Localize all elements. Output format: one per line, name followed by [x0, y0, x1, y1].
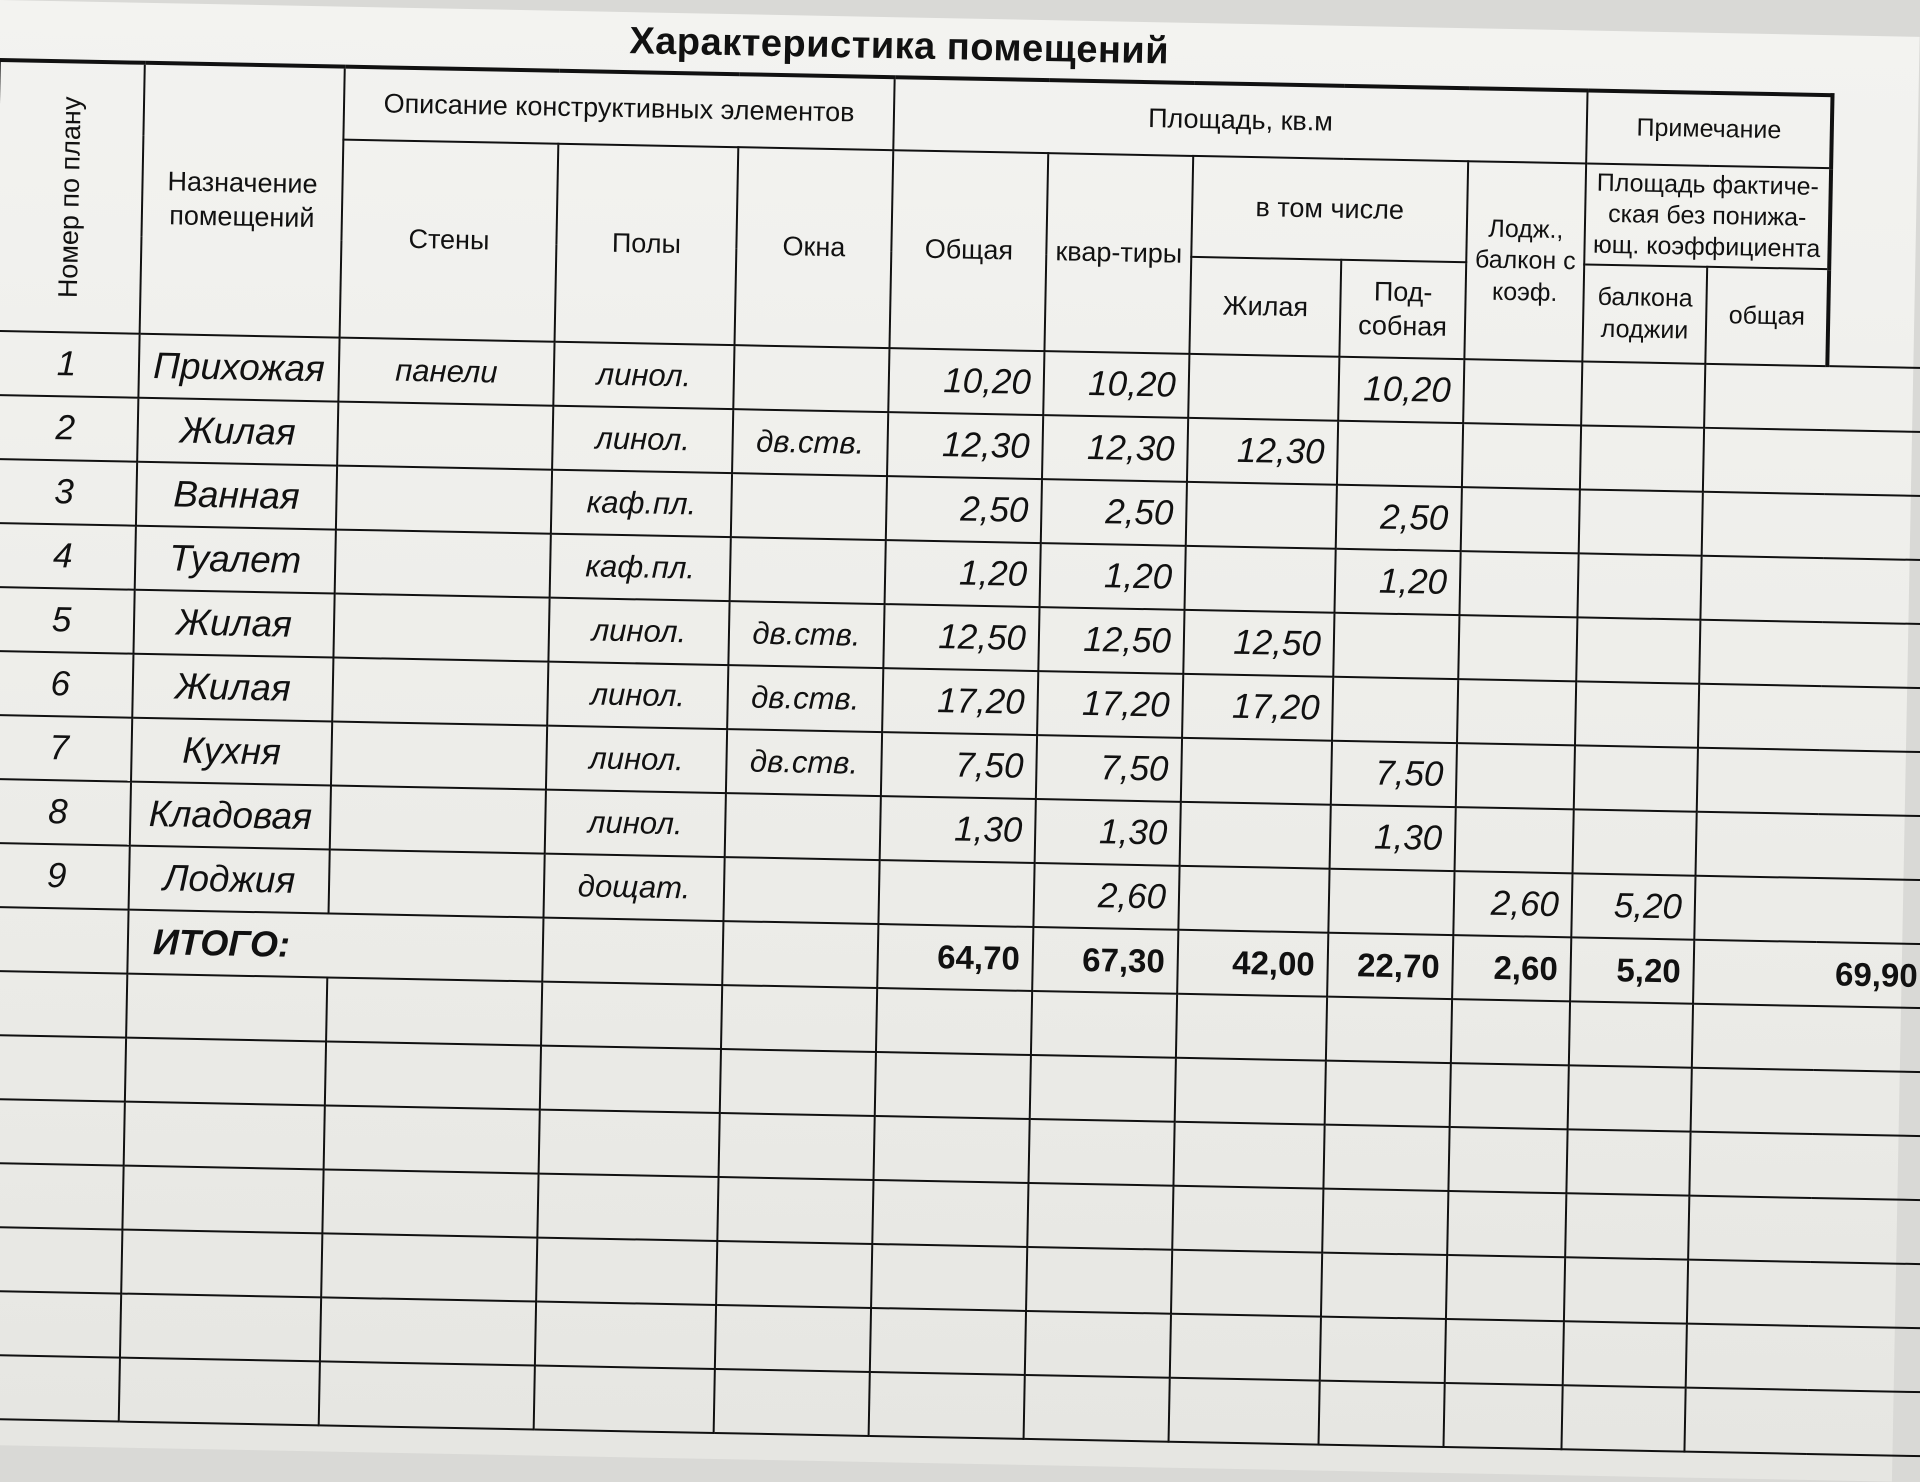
- header-balcony-loggia: балкона лоджии: [1582, 264, 1707, 363]
- empty-cell: [1444, 1383, 1563, 1449]
- header-walls: Стены: [340, 140, 559, 342]
- empty-cell: [326, 977, 542, 1045]
- row-balcony: 5,20: [1571, 873, 1695, 939]
- empty-cell: [535, 1302, 716, 1369]
- row-floor: линол.: [548, 598, 729, 665]
- empty-cell: [1319, 1381, 1445, 1447]
- empty-cell: [320, 1297, 536, 1365]
- row-loggia: [1456, 743, 1575, 809]
- row-window: [723, 857, 879, 924]
- row-floor: линол.: [553, 342, 734, 409]
- empty-cell: [714, 1369, 870, 1436]
- row-auxiliary: [1337, 421, 1463, 487]
- empty-cell: [540, 1046, 721, 1113]
- row-general: [1698, 684, 1920, 753]
- empty-cell: [1686, 1324, 1920, 1393]
- empty-cell: [325, 1041, 541, 1109]
- empty-cell: [1024, 1375, 1170, 1442]
- total-living: 42,00: [1177, 930, 1328, 997]
- empty-cell: [1322, 1189, 1448, 1255]
- empty-cell: [1562, 1385, 1686, 1451]
- row-balcony: [1574, 745, 1698, 811]
- empty-cell: [1169, 1378, 1320, 1445]
- header-actual-area: Площадь фактиче-ская без понижа-ющ. коэффициента: [1584, 163, 1831, 269]
- empty-cell: [1687, 1260, 1920, 1329]
- empty-cell: [1569, 1001, 1693, 1067]
- row-room: Туалет: [135, 526, 336, 594]
- row-auxiliary: [1333, 613, 1459, 679]
- empty-cell: [0, 1291, 121, 1358]
- empty-cell: [122, 1166, 323, 1234]
- row-room: Жилая: [132, 654, 333, 722]
- empty-cell: [1689, 1132, 1920, 1201]
- row-walls: [330, 785, 546, 853]
- empty-cell: [0, 1355, 120, 1422]
- empty-cell: [322, 1169, 538, 1237]
- row-total: [878, 860, 1034, 927]
- empty-cell: [717, 1177, 873, 1244]
- row-window: [730, 537, 886, 604]
- row-loggia: [1459, 551, 1578, 617]
- row-apartment: 2,50: [1041, 479, 1187, 546]
- row-floor: каф.пл.: [551, 470, 732, 537]
- empty-cell: [1692, 1004, 1920, 1073]
- row-loggia: [1463, 359, 1582, 425]
- row-living: [1180, 802, 1331, 869]
- empty-cell: [1029, 1119, 1175, 1186]
- empty-cell: [1175, 1058, 1326, 1125]
- header-auxiliary: Под-собная: [1339, 260, 1466, 359]
- empty-cell: [0, 1099, 125, 1166]
- header-including: в том числе: [1191, 156, 1468, 262]
- row-living: [1178, 866, 1329, 933]
- empty-cell: [1323, 1125, 1449, 1191]
- empty-cell: [536, 1238, 717, 1305]
- header-loggia-coef: Лодж., балкон с коэф.: [1464, 161, 1586, 361]
- empty-cell: [1451, 999, 1570, 1065]
- row-index: 3: [0, 459, 137, 526]
- total-general: 69,90: [1693, 940, 1920, 1009]
- header-note: Примечание: [1586, 90, 1832, 168]
- row-room: Жилая: [133, 590, 334, 658]
- row-index: 4: [0, 523, 136, 590]
- total-floor: [542, 918, 723, 985]
- row-apartment: 10,20: [1043, 351, 1189, 418]
- empty-cell: [1566, 1129, 1690, 1195]
- row-living: 12,30: [1187, 418, 1338, 485]
- data-rows: [0, 331, 1920, 944]
- row-balcony: [1581, 361, 1705, 427]
- row-total: 17,20: [882, 668, 1038, 735]
- row-index: 9: [0, 843, 130, 910]
- header-construction: Описание конструктивных элементов: [343, 67, 894, 151]
- empty-cell: [870, 1308, 1026, 1375]
- empty-cell: [324, 1105, 540, 1173]
- empty-cell: [0, 1227, 122, 1294]
- row-general: [1703, 428, 1920, 497]
- header-plan-number: Номер по плану: [0, 60, 145, 334]
- row-general: [1696, 812, 1920, 881]
- empty-cell: [1325, 1061, 1451, 1127]
- row-total: 2,50: [886, 476, 1042, 543]
- rooms-table: [0, 58, 1920, 1457]
- empty-cell: [1170, 1314, 1321, 1381]
- row-apartment: 1,20: [1040, 543, 1186, 610]
- row-auxiliary: 1,20: [1335, 549, 1461, 615]
- row-general: [1694, 876, 1920, 945]
- header-living: Жилая: [1189, 257, 1341, 357]
- row-total: 12,50: [883, 604, 1039, 671]
- empty-cell: [1563, 1321, 1687, 1387]
- row-floor: линол.: [546, 726, 727, 793]
- row-auxiliary: [1332, 677, 1458, 743]
- empty-cell: [871, 1244, 1027, 1311]
- empty-cell: [0, 1163, 124, 1230]
- document-title: Характеристика помещений: [629, 20, 1170, 73]
- row-loggia: [1461, 487, 1580, 553]
- empty-cell: [319, 1361, 535, 1429]
- row-room: Жилая: [137, 398, 338, 466]
- empty-cell: [1688, 1196, 1920, 1265]
- total-index: [0, 907, 129, 974]
- empty-cell: [0, 1035, 126, 1102]
- total-label: ИТОГО:: [127, 910, 543, 982]
- empty-cell: [1565, 1193, 1689, 1259]
- row-apartment: 2,60: [1033, 863, 1179, 930]
- empty-cell: [1025, 1311, 1171, 1378]
- row-general: [1700, 556, 1920, 625]
- empty-cell: [721, 985, 877, 1052]
- empty-rows: [0, 971, 1920, 1456]
- row-balcony: [1580, 425, 1704, 491]
- empty-cell: [719, 1113, 875, 1180]
- row-index: 1: [0, 331, 140, 398]
- row-room: Кухня: [131, 718, 332, 786]
- empty-cell: [1320, 1317, 1446, 1383]
- row-walls: [329, 849, 545, 917]
- row-loggia: [1458, 615, 1577, 681]
- row-general: [1697, 748, 1920, 817]
- row-general: [1699, 620, 1920, 689]
- header-apartment: квар-тиры: [1044, 153, 1193, 354]
- header-area: Площадь, кв.м: [893, 77, 1587, 163]
- row-apartment: 1,30: [1035, 799, 1181, 866]
- empty-cell: [1172, 1186, 1323, 1253]
- empty-cell: [125, 1038, 326, 1106]
- empty-cell: [1447, 1191, 1566, 1257]
- empty-cell: [872, 1180, 1028, 1247]
- empty-cell: [1027, 1183, 1173, 1250]
- row-balcony: [1575, 681, 1699, 747]
- row-room: Кладовая: [130, 782, 331, 850]
- total-balcony: 5,20: [1570, 937, 1694, 1003]
- total-apartment: 67,30: [1032, 927, 1178, 994]
- row-walls: [336, 466, 552, 534]
- empty-cell: [1326, 997, 1452, 1063]
- row-apartment: 7,50: [1036, 735, 1182, 802]
- row-general: [1704, 364, 1920, 433]
- row-walls: [333, 594, 549, 662]
- row-floor: дощат.: [543, 854, 724, 921]
- empty-cell: [537, 1174, 718, 1241]
- row-balcony: [1576, 617, 1700, 683]
- row-auxiliary: 7,50: [1331, 741, 1457, 807]
- header-floors: Полы: [555, 144, 739, 345]
- empty-cell: [539, 1110, 720, 1177]
- row-window: дв.ств.: [727, 665, 883, 732]
- empty-cell: [1171, 1250, 1322, 1317]
- row-window: [731, 473, 887, 540]
- row-index: 6: [0, 651, 133, 718]
- empty-cell: [1173, 1122, 1324, 1189]
- empty-cell: [720, 1049, 876, 1116]
- row-total: 1,20: [885, 540, 1041, 607]
- row-window: [725, 793, 881, 860]
- row-apartment: 12,50: [1038, 607, 1184, 674]
- empty-cell: [1446, 1255, 1565, 1321]
- empty-cell: [1691, 1068, 1920, 1137]
- row-window: дв.ств.: [732, 409, 888, 476]
- empty-cell: [1448, 1127, 1567, 1193]
- empty-cell: [0, 971, 127, 1038]
- row-total: 1,30: [880, 796, 1036, 863]
- empty-cell: [1030, 1055, 1176, 1122]
- row-floor: линол.: [545, 790, 726, 857]
- row-floor: каф.пл.: [550, 534, 731, 601]
- row-living: 17,20: [1182, 674, 1333, 741]
- total-loggia: 2,60: [1452, 935, 1571, 1001]
- header-note-total: общая: [1705, 267, 1829, 366]
- empty-cell: [1321, 1253, 1447, 1319]
- row-balcony: [1579, 489, 1703, 555]
- empty-cell: [119, 1358, 320, 1426]
- row-floor: линол.: [552, 406, 733, 473]
- row-loggia: [1457, 679, 1576, 745]
- row-walls: [332, 658, 548, 726]
- empty-cell: [869, 1372, 1025, 1439]
- empty-cell: [1026, 1247, 1172, 1314]
- empty-cell: [120, 1294, 321, 1362]
- header-windows: Окна: [735, 147, 894, 348]
- row-auxiliary: 1,30: [1330, 805, 1456, 871]
- row-index: 8: [0, 779, 131, 846]
- row-apartment: 17,20: [1037, 671, 1183, 738]
- row-auxiliary: 10,20: [1338, 357, 1464, 423]
- row-balcony: [1573, 809, 1697, 875]
- empty-cell: [1450, 1063, 1569, 1129]
- empty-cell: [874, 1116, 1030, 1183]
- empty-cell: [716, 1241, 872, 1308]
- row-total: 12,30: [887, 412, 1043, 479]
- row-walls: [335, 530, 551, 598]
- row-window: [733, 345, 889, 412]
- empty-cell: [321, 1233, 537, 1301]
- empty-cell: [1564, 1257, 1688, 1323]
- row-living: [1185, 546, 1336, 613]
- empty-cell: [715, 1305, 871, 1372]
- row-window: дв.ств.: [726, 729, 882, 796]
- row-walls: [331, 722, 547, 790]
- header-purpose: Назначение помещений: [140, 63, 345, 338]
- empty-cell: [1445, 1319, 1564, 1385]
- empty-cell: [876, 988, 1032, 1055]
- empty-cell: [1685, 1388, 1920, 1457]
- empty-cell: [1176, 994, 1327, 1061]
- row-auxiliary: [1328, 869, 1454, 935]
- row-loggia: 2,60: [1453, 871, 1572, 937]
- row-living: [1181, 738, 1332, 805]
- empty-cell: [1031, 991, 1177, 1058]
- empty-cell: [121, 1230, 322, 1298]
- row-general: [1702, 492, 1920, 561]
- row-living: [1186, 482, 1337, 549]
- row-loggia: [1455, 807, 1574, 873]
- empty-cell: [126, 974, 327, 1042]
- row-window: дв.ств.: [728, 601, 884, 668]
- row-total: 7,50: [881, 732, 1037, 799]
- header-total: Общая: [890, 150, 1049, 351]
- row-living: 12,50: [1183, 610, 1334, 677]
- total-auxiliary: 22,70: [1327, 933, 1453, 999]
- total-window: [722, 921, 878, 988]
- row-auxiliary: 2,50: [1336, 485, 1462, 551]
- empty-cell: [875, 1052, 1031, 1119]
- row-living: [1188, 354, 1339, 421]
- empty-cell: [124, 1102, 325, 1170]
- row-floor: линол.: [547, 662, 728, 729]
- row-walls: панели: [338, 338, 554, 406]
- row-room: Прихожая: [138, 334, 339, 402]
- row-walls: [337, 402, 553, 470]
- row-index: 5: [0, 587, 135, 654]
- row-index: 7: [0, 715, 132, 782]
- row-apartment: 12,30: [1042, 415, 1188, 482]
- empty-cell: [1568, 1065, 1692, 1131]
- row-room: Ванная: [136, 462, 337, 530]
- row-room: Лоджия: [129, 846, 330, 914]
- empty-cell: [534, 1366, 715, 1433]
- total-area: 64,70: [877, 924, 1033, 991]
- row-total: 10,20: [888, 348, 1044, 415]
- row-balcony: [1578, 553, 1702, 619]
- row-index: 2: [0, 395, 138, 462]
- row-loggia: [1462, 423, 1581, 489]
- empty-cell: [541, 982, 722, 1049]
